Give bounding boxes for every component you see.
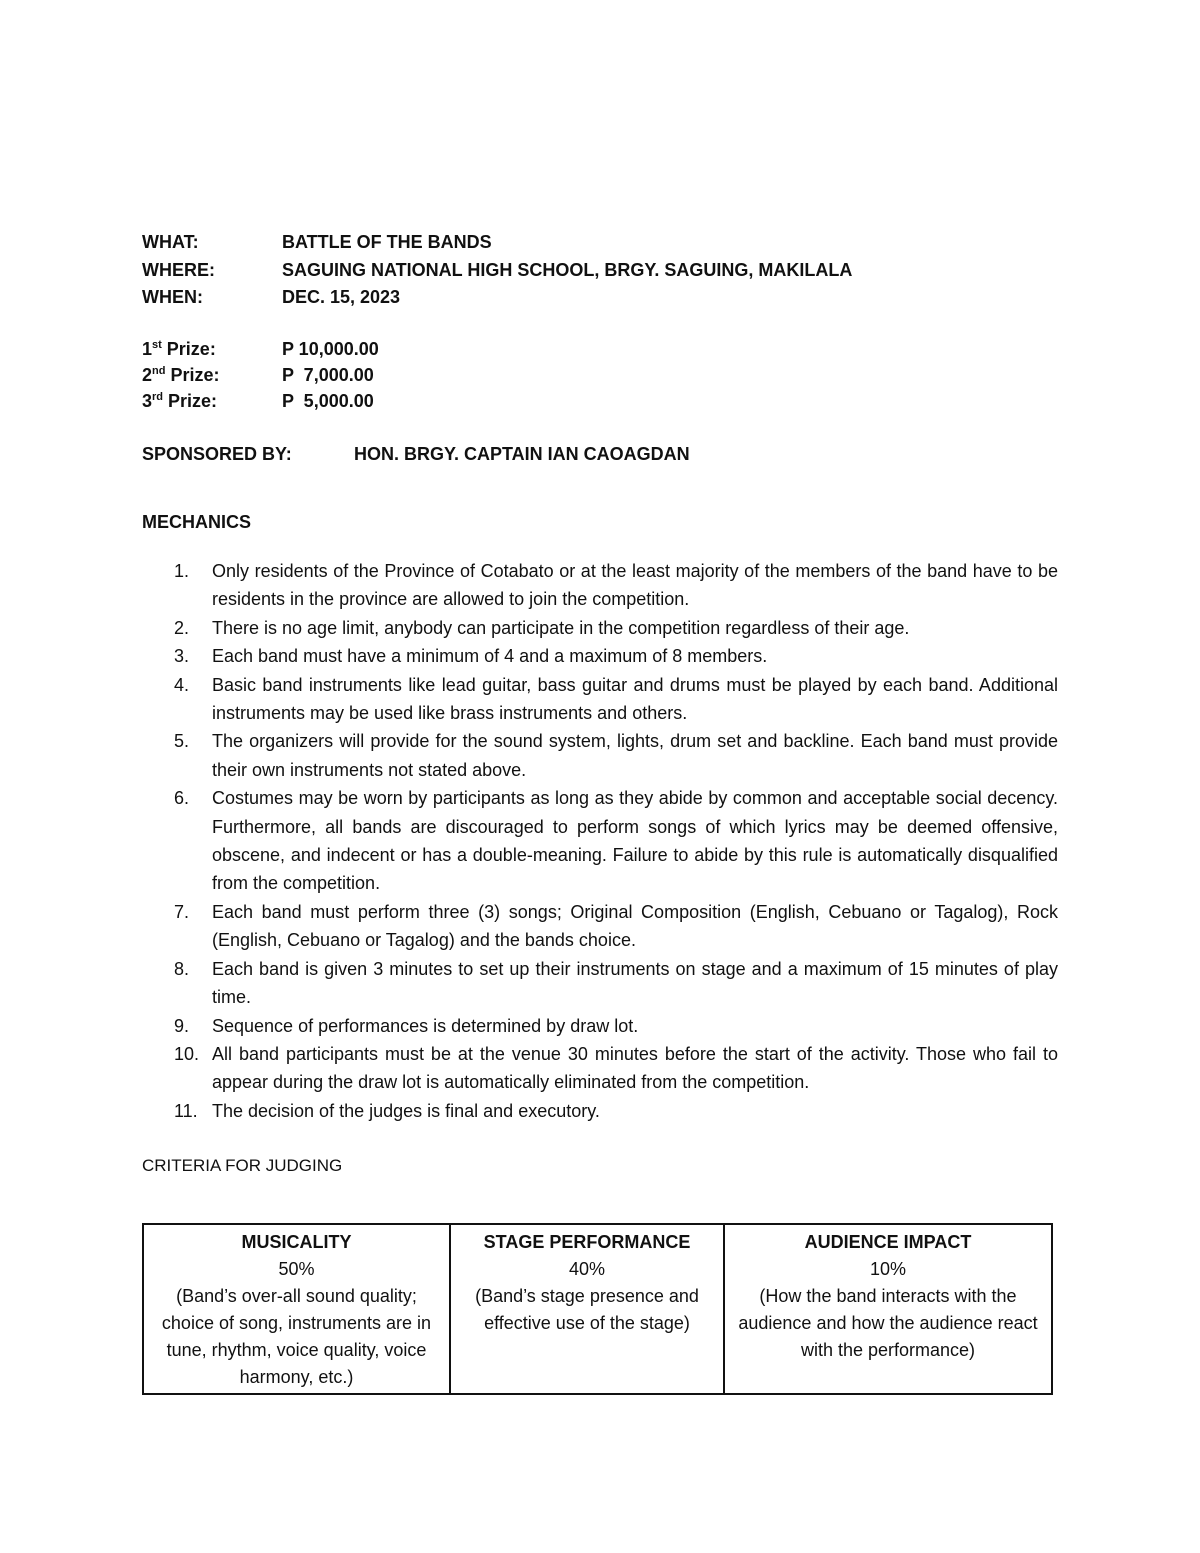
list-item: [142, 1012, 1058, 1040]
list-item: [142, 955, 1058, 1012]
list-item: [142, 557, 1058, 614]
criteria-title: CRITERIA FOR JUDGING: [142, 1156, 343, 1175]
item-text: Each band is given 3 minutes to set up their instruments on stage and a maximum of 15 minutes of play time.: [212, 958, 1058, 1008]
sponsor-label: SPONSORED BY:: [142, 444, 292, 464]
item-number: 2.: [174, 617, 190, 638]
mechanics-heading: MECHANICS: [142, 512, 252, 532]
item-number: 7.: [174, 901, 190, 922]
what-label: WHAT:: [142, 232, 199, 252]
criteria-weight: 10%: [869, 1259, 907, 1279]
sponsor-name: HON. BRGY. CAPTAIN IAN CAOAGDAN: [354, 444, 690, 464]
item-number: 5.: [174, 731, 190, 752]
list-item: [142, 727, 1058, 784]
what-value: BATTLE OF THE BANDS: [282, 232, 492, 252]
list-item: [142, 1097, 1058, 1125]
criteria-description: (Band’s stage presence and effective use of the stage): [475, 1286, 699, 1333]
list-item: [142, 671, 1058, 728]
item-text: The decision of the judges is final and executory.: [212, 1100, 600, 1121]
criteria-name: STAGE PERFORMANCE: [483, 1232, 691, 1252]
table-row: [143, 1224, 1052, 1394]
criteria-weight: 50%: [278, 1259, 315, 1279]
criteria-description: (Band’s over-all sound quality; choice of song, instruments are in tune, rhythm, voice quality, voice harmony, etc.): [161, 1286, 432, 1387]
where-value: SAGUING NATIONAL HIGH SCHOOL, BRGY. SAGUING, MAKILALA: [282, 260, 853, 280]
criteria-cell-audience-impact: [724, 1224, 1052, 1394]
item-text: There is no age limit, anybody can participate in the competition regardless of their age.: [212, 617, 910, 638]
prize-label: 3rd Prize:: [142, 391, 218, 411]
when-value: DEC. 15, 2023: [282, 287, 401, 307]
prize-label: 1st Prize:: [142, 339, 216, 359]
prize-amount: P 5,000.00: [282, 391, 374, 411]
item-text: Basic band instruments like lead guitar, bass guitar and drums must be played by each band. Additional instruments may be used like brass instruments and others.: [212, 674, 1058, 724]
criteria-description: (How the band interacts with the audience and how the audience react with the performance): [738, 1286, 1038, 1360]
item-number: 1.: [174, 561, 190, 581]
item-text: Costumes may be worn by participants as long as they abide by common and acceptable social decency. Furthermore, all bands are discouraged to perform songs of which lyrics may be deemed offensive, obscene, and indecent or has a double-meaning. Failure to abide by this rule is automatically disqualified from the competition.: [212, 788, 1058, 894]
list-item: [142, 898, 1058, 955]
item-number: 8.: [174, 958, 190, 979]
item-text: Each band must perform three (3) songs; Original Composition (English, Cebuano or Tagalog), Rock (English, Cebuano or Tagalog) and the bands choice.: [212, 901, 1058, 951]
prize-amount: P 10,000.00: [282, 339, 379, 359]
item-text: Only residents of the Province of Cotabato or at the least majority of the members of the band have to be residents in the province are allowed to join the competition.: [212, 561, 1058, 610]
list-item: [142, 784, 1058, 898]
mechanics-list: [142, 557, 1058, 1125]
item-text: All band participants must be at the venue 30 minutes before the start of the activity. Those who fail to appear during the draw lot is automatically eliminated from the competition.: [212, 1043, 1058, 1093]
item-number: 9.: [174, 1015, 190, 1036]
prize-amount: P 7,000.00: [282, 365, 374, 385]
list-item: [142, 642, 1058, 670]
list-item: [142, 614, 1058, 642]
item-number: 4.: [174, 674, 190, 695]
criteria-cell-stage-performance: [450, 1224, 724, 1394]
prize-label: 2nd Prize:: [142, 365, 220, 385]
item-number: 3.: [174, 646, 190, 667]
item-text: The organizers will provide for the sound system, lights, drum set and backline. Each band must provide their own instruments not stated above.: [212, 731, 1058, 780]
item-number: 11.: [174, 1100, 198, 1121]
where-label: WHERE:: [142, 260, 215, 280]
item-number: 10.: [174, 1043, 200, 1064]
item-text: Sequence of performances is determined by draw lot.: [212, 1015, 639, 1036]
item-text: Each band must have a minimum of 4 and a maximum of 8 members.: [212, 646, 768, 667]
criteria-cell-musicality: [143, 1224, 450, 1394]
criteria-weight: 40%: [568, 1259, 606, 1279]
list-item: [142, 1040, 1058, 1097]
criteria-name: AUDIENCE IMPACT: [804, 1232, 972, 1252]
criteria-name: MUSICALITY: [241, 1232, 352, 1252]
when-label: WHEN:: [142, 287, 203, 307]
criteria-table: [142, 1223, 1053, 1395]
item-number: 6.: [174, 788, 190, 809]
